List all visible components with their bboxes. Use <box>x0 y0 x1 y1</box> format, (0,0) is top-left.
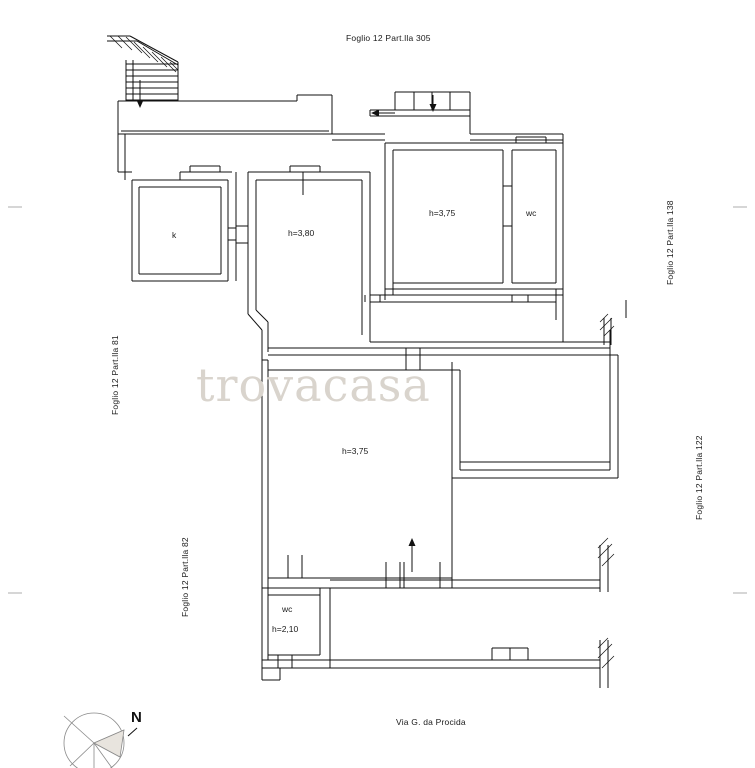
room-label-h375-upper: h=3,75 <box>429 208 456 218</box>
label-left-parcel-82: Foglio 12 Part.lla 82 <box>180 537 190 617</box>
label-top-parcel: Foglio 12 Part.lla 305 <box>346 33 431 43</box>
room-label-wc-upper: wc <box>526 208 537 218</box>
room-label-h380: h=3,80 <box>288 228 315 238</box>
room-label-wc-lower: wc <box>282 604 293 614</box>
compass-north-label: N <box>131 709 142 726</box>
room-label-k: k <box>172 230 177 240</box>
label-right-parcel-138: Foglio 12 Part.lla 138 <box>665 200 675 285</box>
room-label-wc-lower-height: h=2,10 <box>272 624 299 634</box>
watermark: trovacasa <box>196 358 431 412</box>
label-right-parcel-122: Foglio 12 Part.lla 122 <box>694 435 704 520</box>
room-label-h375-lower: h=3,75 <box>342 446 369 456</box>
label-street: Via G. da Procida <box>396 717 466 727</box>
label-left-parcel-81: Foglio 12 Part.lla 81 <box>110 335 120 415</box>
